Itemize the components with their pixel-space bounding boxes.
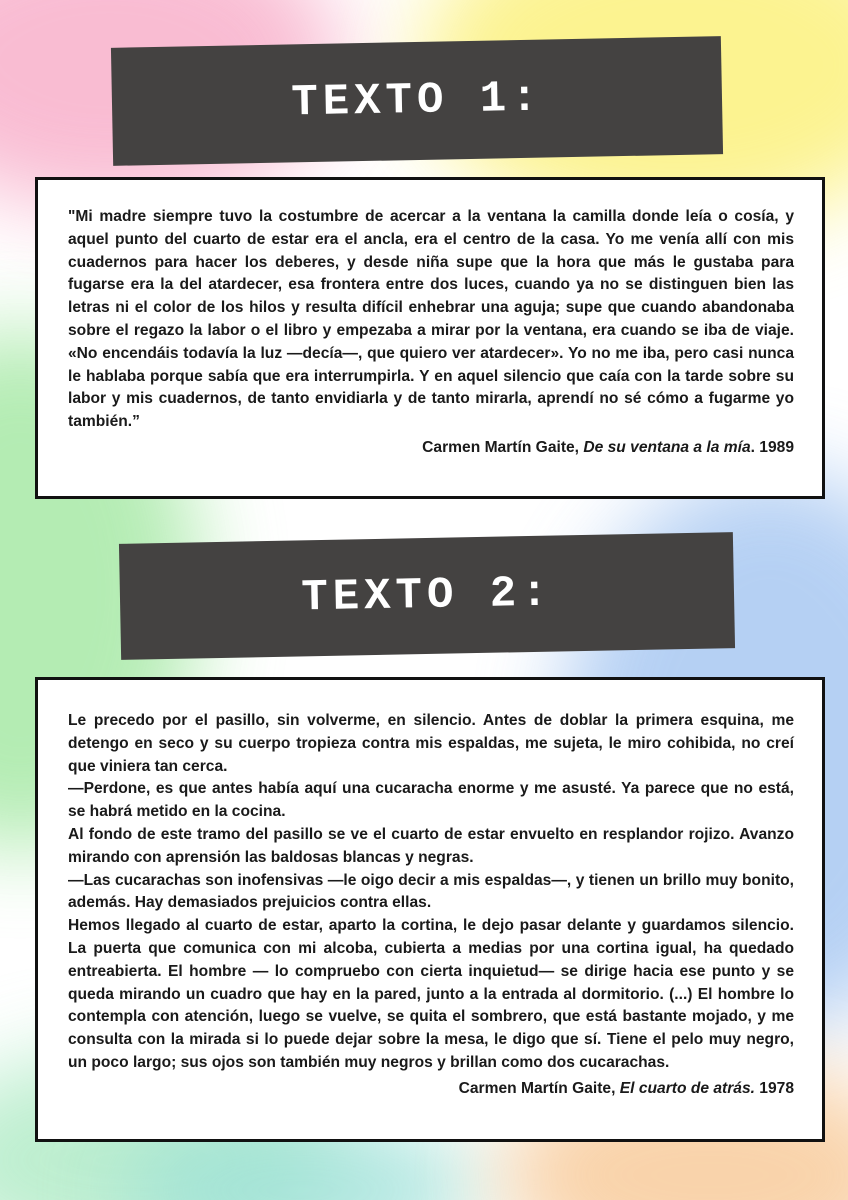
text2-paragraph: —Las cucarachas son inofensivas —le oigo decir a mis espaldas—, y tienen un brillo muy bonito, además. Hay demasiados prejuicios contra ellas.: [68, 871, 794, 912]
text1-citation: [68, 437, 794, 460]
text2-citation: [68, 1078, 794, 1101]
text1-year: . 1989: [750, 438, 794, 456]
text2-paragraph: Hemos llegado al cuarto de estar, aparto la cortina, le dejo pasar delante y guardamos silencio. La puerta que comunica con mi alcoba, cubierta a medias por una cortina igual, ha quedado entreabierta. El hombre — lo compruebo con cierta inquietud— se dirige hacia ese punto y se queda mirando un cuadro que hay en la pared, junto a la entrada al dormitorio. (...) El hombre lo contempla con atención, luego se vuelve, se quita el sombrero, que está bastante mojado, y me consulta con la mirada si lo puede dejar sobre la mesa, le digo que sí. Tiene el pelo muy negro, un poco largo; sus ojos son también muy negros y brillan como dos cucarachas.: [68, 917, 794, 1071]
text2-heading: TEXTO 2:: [300, 568, 554, 624]
text2-paragraph: Le precedo por el pasillo, sin volverme, en silencio. Antes de doblar la primera esquina, me detengo en seco y su cuerpo tropieza contra mis espaldas, me sujeta, le miro cohibida, no creí que viniera tan cerca.: [68, 712, 794, 775]
text2-author: Carmen Martín Gaite,: [458, 1079, 616, 1097]
text1-work-title: De su ventana a la mía: [583, 438, 751, 456]
text2-year: 1978: [754, 1079, 794, 1097]
text1-author: Carmen Martín Gaite,: [422, 438, 580, 456]
text2-card: [35, 677, 825, 1142]
text2-paragraph: Al fondo de este tramo del pasillo se ve el cuarto de estar envuelto en resplandor rojizo. Avanzo mirando con aprensión las baldosas blancas y negras.: [68, 825, 794, 866]
text2-paragraph: —Perdone, es que antes había aquí una cucaracha enorme y me asusté. Ya parece que no está, se habrá metido en la cocina.: [68, 780, 794, 821]
text1-heading-banner: [111, 36, 723, 166]
text1-card: [35, 177, 825, 499]
text2-work-title: El cuarto de atrás.: [619, 1079, 755, 1097]
text1-body: "Mi madre siempre tuvo la costumbre de acercar a la ventana la camilla donde leía o cosía, y aquel punto del cuarto de estar era el ancla, era el centro de la casa. Yo me venía allí con mis cuadernos para hacer los deberes, y desde niña supe que la hora que más le gustaba para fugarse era la del atardecer, esa frontera entre dos luces, cuando ya no se distinguen bien las letras ni el color de los hilos y resulta difícil enhebrar una aguja; supe que cuando abandonaba sobre el regazo la labor o el libro y empezaba a mirar por la ventana, era cuando se iba de viaje. «No encendáis todavía la luz —decía—, que quiero ver atardecer». Yo no me iba, pero casi nunca le hablaba porque sabía que era interrumpirla. Y en aquel silencio que caía con la tarde sobre su labor y mis cuadernos, de tanto envidiarla y de tanto mirarla, aprendí no sé cómo a fugarme yo también.”: [68, 208, 794, 431]
text1-heading: TEXTO 1:: [290, 73, 544, 129]
text2-heading-banner: [119, 532, 735, 660]
